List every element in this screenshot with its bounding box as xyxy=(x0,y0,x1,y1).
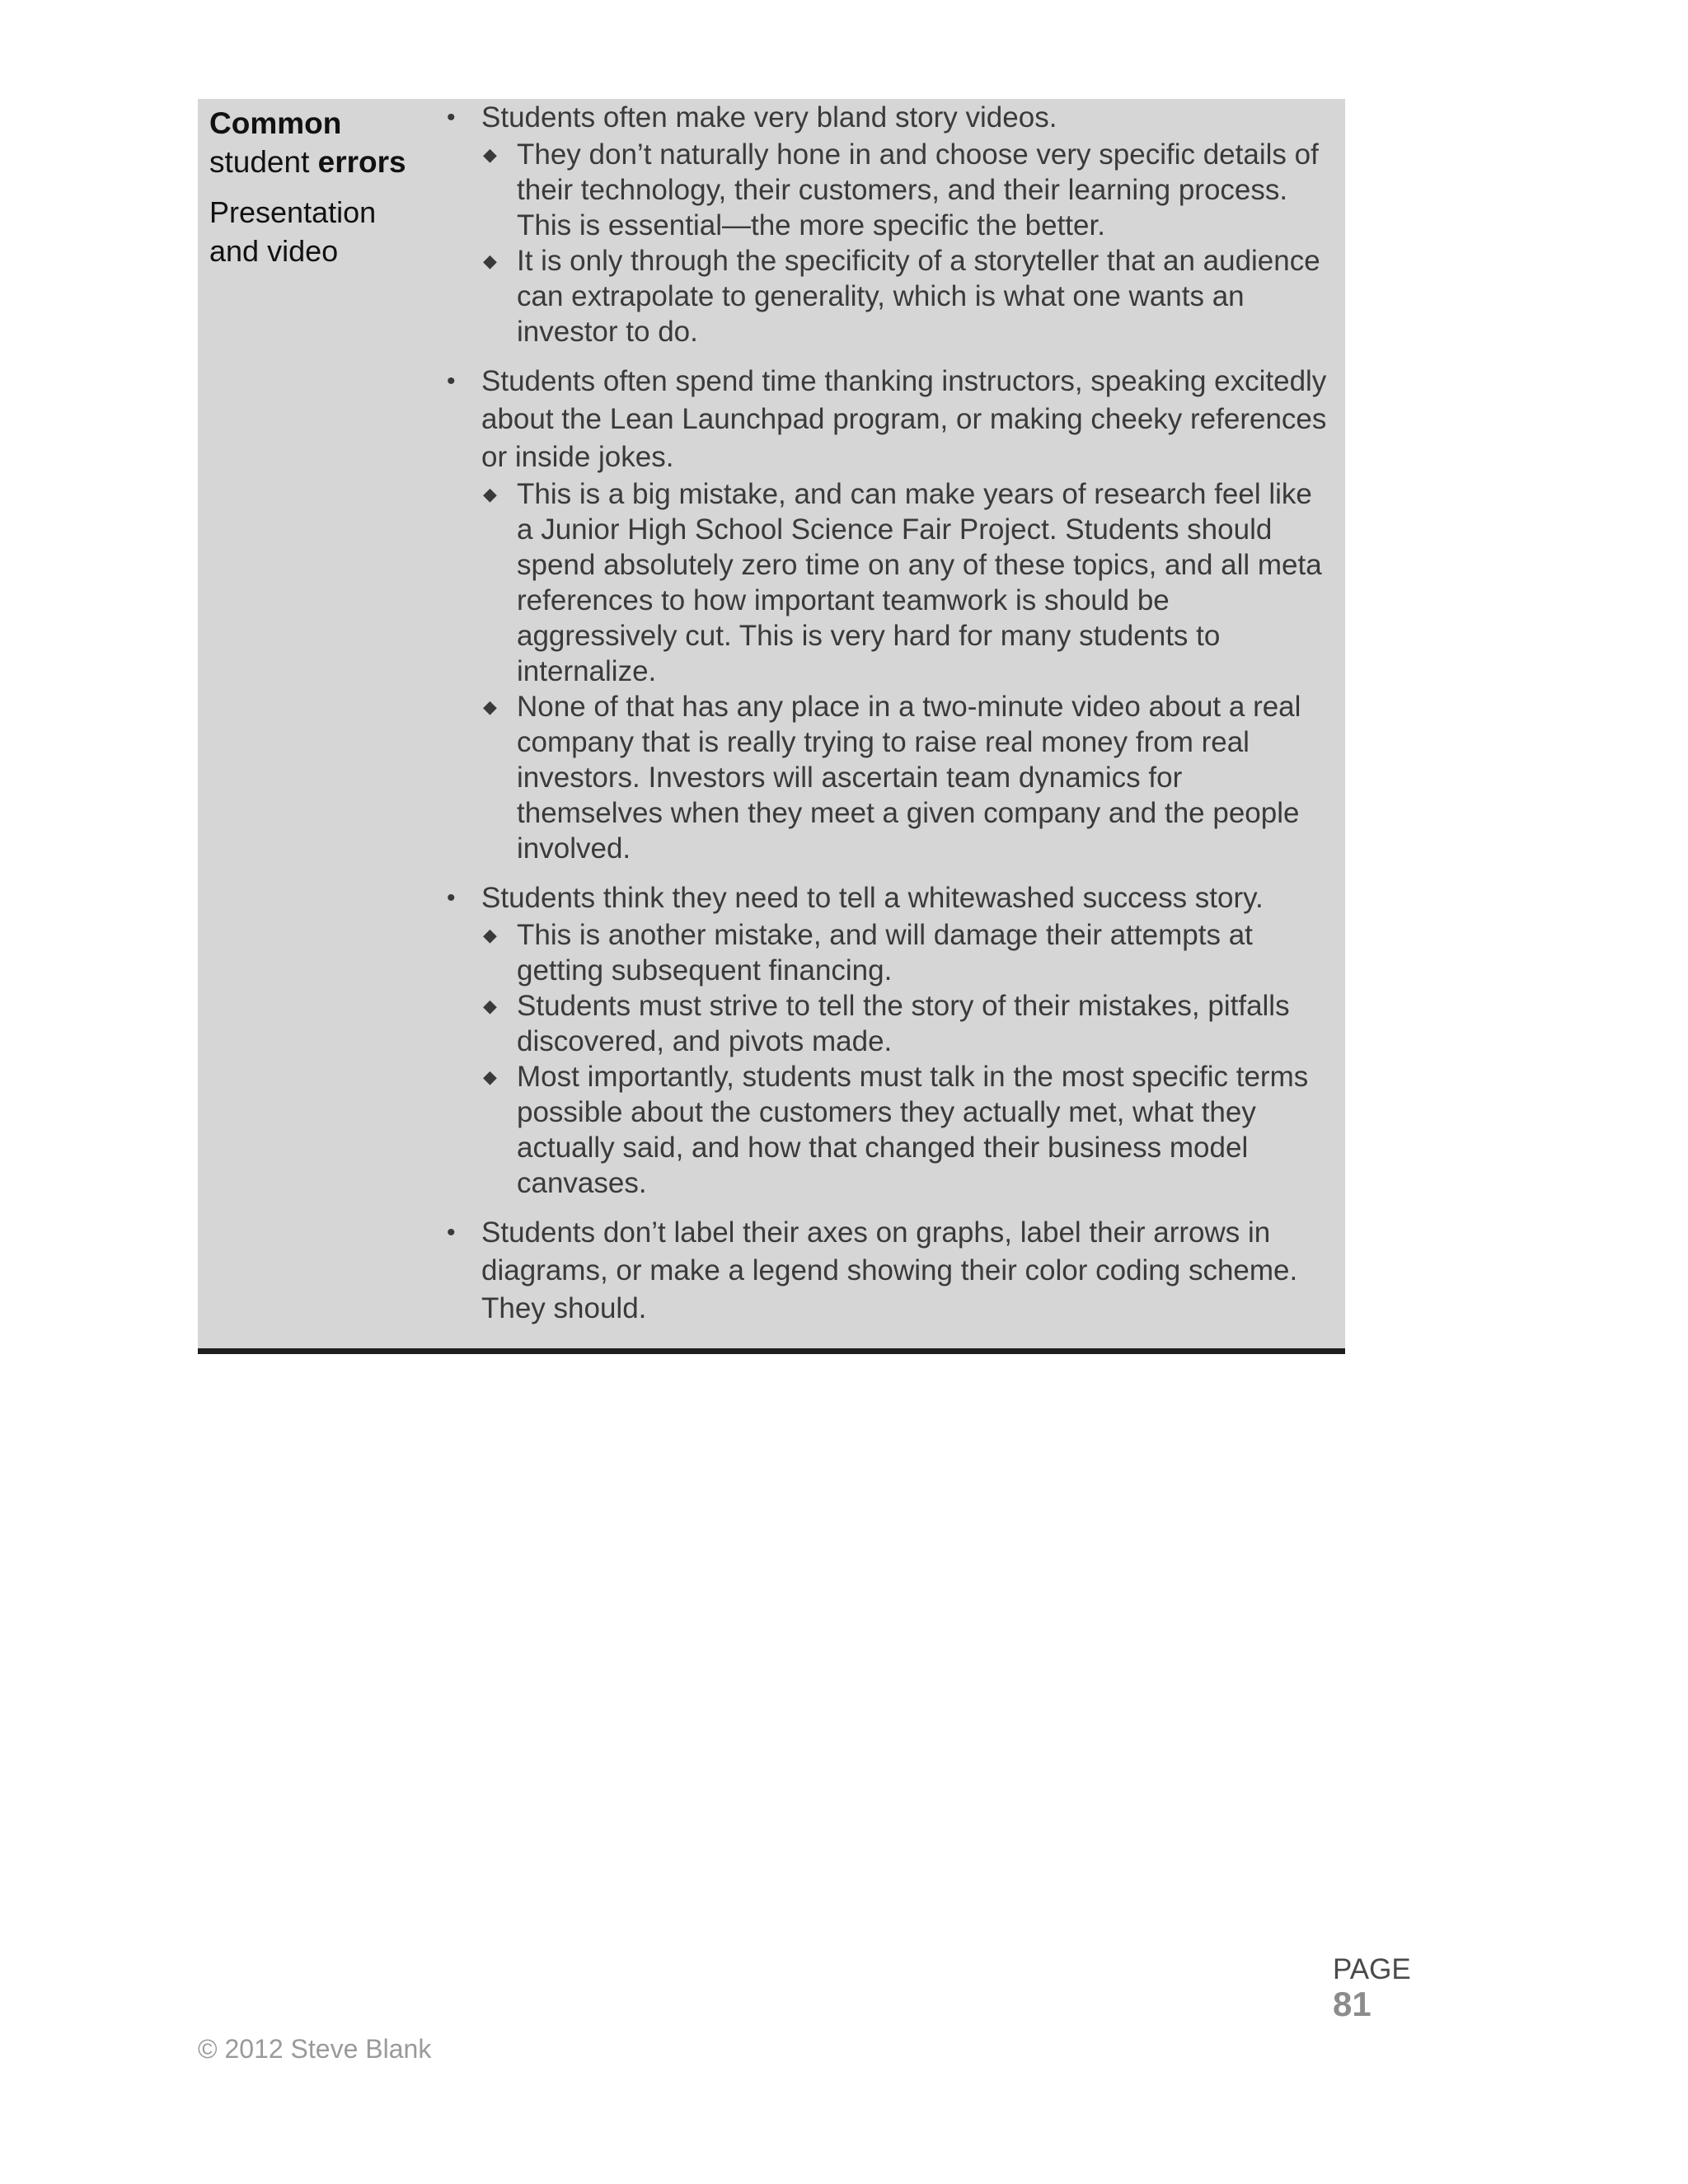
bullet-text: Students often make very bland story videos. xyxy=(481,101,1057,134)
panel-bottom-rule xyxy=(198,1348,1345,1354)
diamond-bullet-icon: ◆ xyxy=(483,1066,497,1087)
sub-bullet-item xyxy=(481,917,1335,988)
heading-common: Common xyxy=(209,106,342,140)
bullet-item xyxy=(445,1214,1335,1328)
page-number: 81 xyxy=(1333,1985,1372,2023)
section-subheading: Presentation and video xyxy=(209,195,377,268)
bullet-dot-icon: • xyxy=(447,884,456,912)
bullet-dot-icon: • xyxy=(447,104,456,131)
sub-bullet-item xyxy=(481,689,1335,866)
bullet-item xyxy=(445,363,1335,866)
bullet-item xyxy=(445,99,1335,349)
page-label: PAGE xyxy=(1333,1953,1411,1985)
sub-bullet-item xyxy=(481,988,1335,1059)
bullet-dot-icon: • xyxy=(447,368,456,395)
error-bullet-list xyxy=(445,99,1335,1328)
heading-errors: errors xyxy=(317,145,406,179)
right-column xyxy=(445,99,1335,1341)
sub-bullet-text: This is another mistake, and will damage their attempts at getting subsequent financing. xyxy=(517,919,1253,987)
sub-bullet-text: Most importantly, students must talk in the most specific terms possible about the customers they actually met, what they actually said, and how that changed their business model canvases. xyxy=(517,1061,1309,1199)
bullet-dot-icon: • xyxy=(447,1219,456,1246)
sub-bullet-list xyxy=(481,137,1335,349)
sub-bullet-item xyxy=(481,137,1335,243)
sub-bullet-text: None of that has any place in a two-minute video about a real company that is really trying to raise real money from real investors. Investors will ascertain team dynamics for themselves when they meet a given company and the people involved. xyxy=(517,691,1301,865)
sub-bullet-item xyxy=(481,243,1335,349)
heading-student: student xyxy=(209,145,310,179)
diamond-bullet-icon: ◆ xyxy=(483,251,497,271)
diamond-bullet-icon: ◆ xyxy=(483,484,497,504)
sub-bullet-text: They don’t naturally hone in and choose very specific details of their technology, their customers, and their learning process. This is essential—the more specific the better. xyxy=(517,138,1319,241)
sub-bullet-text: This is a big mistake, and can make years of research feel like a Junior High School Science Fair Project. Students should spend absolutely zero time on any of these topics, and all meta references to how important teamwork is should be aggressively cut. This is very hard for many students to internalize. xyxy=(517,478,1322,687)
left-column xyxy=(209,104,424,270)
bullet-text: Students think they need to tell a whitewashed success story. xyxy=(481,882,1264,914)
sub-bullet-list xyxy=(481,476,1335,866)
diamond-bullet-icon: ◆ xyxy=(483,925,497,945)
bullet-item xyxy=(445,879,1335,1201)
bullet-text: Students don’t label their axes on graphs, label their arrows in diagrams, or make a legend showing their color coding scheme. They should. xyxy=(481,1216,1298,1324)
sub-bullet-list xyxy=(481,917,1335,1201)
sub-bullet-item xyxy=(481,476,1335,689)
sub-bullet-text: Students must strive to tell the story of their mistakes, pitfalls discovered, and pivots made. xyxy=(517,990,1290,1057)
section-heading xyxy=(209,104,424,181)
sub-bullet-text: It is only through the specificity of a storyteller that an audience can extrapolate to generality, which is what one wants an investor to do. xyxy=(517,245,1320,348)
bullet-text: Students often spend time thanking instructors, speaking excitedly about the Lean Launchpad program, or making cheeky references or inside jokes. xyxy=(481,365,1327,473)
diamond-bullet-icon: ◆ xyxy=(483,996,497,1016)
heading-student-errors xyxy=(209,143,424,181)
diamond-bullet-icon: ◆ xyxy=(483,144,497,165)
copyright-notice: © 2012 Steve Blank xyxy=(198,2034,432,2064)
diamond-bullet-icon: ◆ xyxy=(483,696,497,717)
sub-bullet-item xyxy=(481,1059,1335,1201)
common-errors-panel xyxy=(198,99,1345,1348)
